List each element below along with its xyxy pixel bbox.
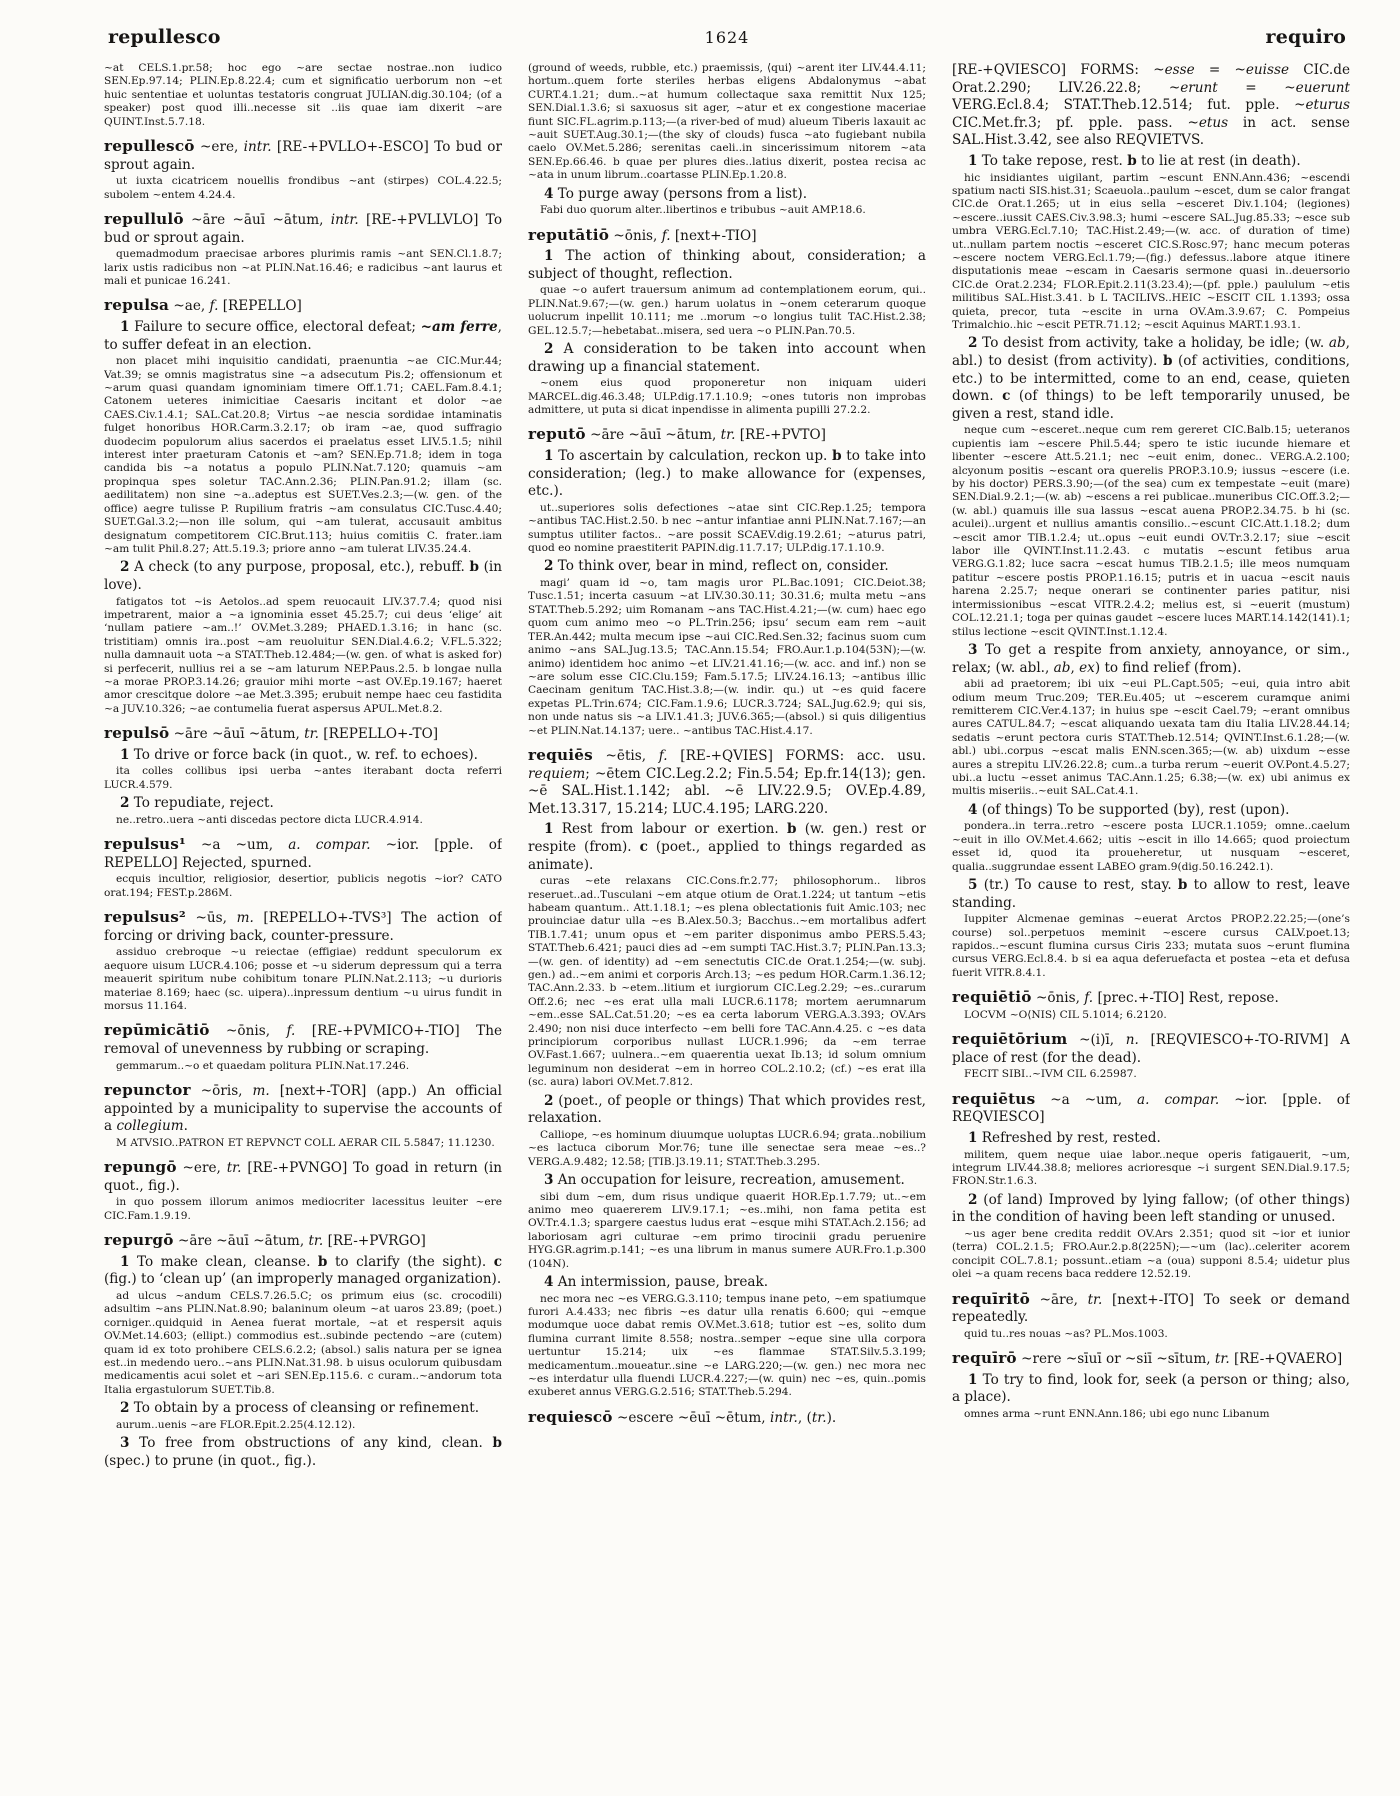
column-right [952, 62, 1350, 1734]
citation-paragraph: ecquis incultior, religiosior, desertior, publicis negotis ~ior? CATO orat.194; FEST.p.286M. [104, 873, 502, 899]
sense-paragraph: 2 A consideration to be taken into account when drawing up a financial statement. [528, 341, 926, 375]
citation-paragraph: abii ad praetorem; ibi uix ~eui PL.Capt.505; ~eui, quia intro abit odium meum Truc.209; TER.Eu.405; ut ~escerem curamque animi remitterem CIC.Ver.4.137; in huius spe ~escit Cael.79; ~erant omnibus aures CATUL.84.7; ~escat aliquando uexata tam diu Italia LIV.28.44.14; sedatis ~erunt pectora curis STAT.Theb.12.514; QVINT.Inst.6.1.28;—(w. abl.) ubi..corpus ~escat malis ENN.scen.365;—(w. ab) uixdum ~esse aures a strepitu LIV.26.22.8; cum..a turba rerum ~euerit OV.Pont.4.5.27; ubi..a luctu ~esset animus TAC.Ann.1.25; 6.38;—(w. ex) ubi animus ex multis miseriis..~euit SAL.Cat.4.1. [952, 678, 1350, 798]
citation-paragraph: fatigatos tot ~is Aetolos..ad spem reuocauit LIV.37.7.4; quod nisi impetrarent, maior a ~a ignominia esset 45.25.7; cui deus ‘elige’ ait ‘nullam patiere ~am..!’ OV.Met.3.289; PHAED.1.3.16; in hanc (sc. tristitiam) omnis ira..post ~am reuoluitur SEN.Dial.4.6.2; V.FL.5.322; nulla damnauit uota ~a STAT.Theb.12.484;—(w. gen. of what is asked for) si perfecerit, nullius rei a se ~am laturum NEP.Paus.2.5. b longae nulla ~a morae PROP.3.14.26; grauior mihi morte ~ast OV.Ep.19.167; haeret amor crescitque dolore ~ae Met.3.395; erubuit nempe haec ceu fastidita ~a JUV.10.326; ~ae contumelia fuerat aspersus APUL.Met.8.2. [104, 595, 502, 715]
sense-paragraph: 3 To get a respite from anxiety, annoyance, or sim., relax; (w. abl., ab, ex) to find relief (from). [952, 641, 1350, 676]
entry-headword-paragraph: requiētiō ~ōnis, f. [prec.+-TIO] Rest, repose. [952, 988, 1279, 1007]
sense-paragraph: 4 To purge away (persons from a list). [544, 185, 808, 202]
citation-paragraph: hic insidiantes uigilant, partim ~escunt ENN.Ann.436; ~escendi spatium nacti SIS.hist.31; Scaeuola..paulum ~escet, dum se calor frangat CIC.de Orat.1.265; ut in eius sella ~esceret Div.1.104; (legiones) ~escere..iussit CAES.Civ.3.98.3; humi ~escere SAL.Jug.85.33; ~esce sub umbra VERG.Ecl.7.10; TAC.Hist.2.49;—(w. acc. of duration of time) ut..nullam partem noctis ~esceret CIC.S.Rosc.97; hanc mecum poteras ~escere noctem VERG.Ecl.1.79;—(fig.) defessus..labore atque itinere disputationis meae ~escam in Caesaris sermone quasi in..deuersorio CIC.de Orat.2.234; FLOR.Epit.2.11(3.23.4);—(pf. pple.) paululum ~etis militibus SAL.Hist.3.41. b L TACILIVS..HEIC ~ESCIT CIL 1.1393; ossa quieta, precor, tuta ~escite in urna OV.Am.3.9.67; C. Pompeius Trimalchio..hic ~escit PETR.71.12; ~escit Aquinus MART.1.93.1. [952, 171, 1350, 332]
citation-paragraph: LOCVM ~O⟨NIS⟩ CIL 5.1014; 6.2120. [964, 1008, 1167, 1021]
citation-paragraph: militem, quem neque uiae labor..neque operis fatigauerit, ~um, integrum LIV.44.38.8; meliores acrioresque ~i surgent SEN.Dial.9.17.5; FRON.Str.1.6.3. [952, 1148, 1350, 1188]
citation-paragraph: ut iuxta cicatricem nouellis frondibus ~ant (stirpes) COL.4.22.5; subolem ~entem 4.24.4. [104, 175, 502, 201]
column-middle [528, 62, 926, 1734]
entry-headword-paragraph: requiētus ~a ~um, a. compar. ~ior. [pple. of REQVIESCO] [952, 1089, 1350, 1126]
citation-paragraph: omnes arma ~runt ENN.Ann.186; ubi ego nunc Libanum [964, 1407, 1270, 1420]
entry-headword-paragraph: repurgō ~āre ~āuī ~ātum, tr. [RE-+PVRGO] [104, 1231, 426, 1250]
sense-paragraph: 3 An occupation for leisure, recreation, amusement. [544, 1172, 905, 1188]
entry-headword-paragraph: reputō ~āre ~āuī ~ātum, tr. [RE-+PVTO] [528, 425, 826, 444]
citation-paragraph: FECIT SIBI..~IVM CIL 6.25987. [964, 1068, 1137, 1081]
sense-paragraph: 4 (of things) To be supported (by), rest (upon). [968, 801, 1290, 818]
entry-headword-paragraph: requiēs ~ētis, f. [RE-+QVIES] FORMS: acc. usu. requiem; ~ētem CIC.Leg.2.2; Fin.5.54; Ep.fr.14(13); gen. ~ē SAL.Hist.1.142; abl. ~ē LIV.22.9.5; OV.Ep.4.89, Met.13.317, 15.214; LUC.4.195; LARG.220. [528, 745, 926, 817]
sense-paragraph: 1 Failure to secure office, electoral defeat; ~am ferre, to suffer defeat in an election. [104, 319, 502, 353]
citation-paragraph: aurum..uenis ~are FLOR.Epit.2.25(4.12.12). [116, 1418, 356, 1431]
citation-paragraph: ad ulcus ~andum CELS.7.26.5.C; os primum eius (sc. crocodili) adsultim ~ans PLIN.Nat.8.90; balaninum oleum ~at uaros 23.89; (poet.) corniger..quidquid in Aenea fuerat mortale, ~at et respersit aquis OV.Met.14.603; (ellipt.) commodius est..subinde pectendo ~are (cutem) quam id ex toto prohibere CELS.6.2.2; (absol.) salis natura per se ignea est..in medendo uero..~ans PLIN.Nat.31.98. b uisus oculorum quibusdam medicamentis acui solet et ~ari SEN.Ep.115.6. c curam..~andorum tota Italia ergastulorum SUET.Tib.8. [104, 1289, 502, 1396]
entry-headword-paragraph: requiētōrium ~(i)ī, n. [REQVIESCO+-TO-RIVM] A place of rest (for the dead). [952, 1030, 1350, 1066]
citation-paragraph: neque cum ~esceret..neque cum rem gereret CIC.Balb.15; ueteranos cupientis iam ~escere Phil.5.44; spero te istic iucunde hiemare et libenter ~escere Att.5.21.1; nec ~euit enim, donec.. VERG.A.2.100; alcyonum positis ~escant ora querelis PROP.3.10.9; iussus ~escere (i.e. by his doctor) PERS.3.90;—(of the sea) cum ex tempestate ~euit (mare) SEN.Dial.9.2.1;—(w. ab) ~escens a rei publicae..muneribus CIC.Off.3.2;—(w. abl.) quamuis ille sua lassus ~escat auena PROP.2.34.75. b hi (sc. aculei)..urgent et nullius amantis consilio..~escunt CIC.Att.1.18.2; dum ~escit amor TIB.1.2.4; ut..opus ~euit eundi OV.Tr.3.2.17; siue ~escit labor ille QVINT.Inst.11.2.43. c mutatis ~escunt fetibus arua VERG.G.1.82; luce sacra ~escat humus TIB.2.1.5; ille meos numquam patitur ~escere postis PROP.1.16.15; putris et in uacua ~escit nauis harena 2.25.7; neque onerari se continenter paries patitur, nisi intermissionibus ~escat VITR.2.4.2; melius est, si ~euerit (mustum) COL.12.21.1; toga per quinas gaudet ~escere luces MART.14.142(141).1; stilus lectione ~escit QVINT.Inst.1.12.4. [952, 424, 1350, 638]
sense-paragraph: 2 (of land) Improved by lying fallow; (of other things) in the condition of having been left standing or unused. [952, 1191, 1350, 1226]
entry-headword-paragraph: repūmicātiō ~ōnis, f. [RE-+PVMICO+-TIO] The removal of unevenness by rubbing or scraping. [104, 1021, 502, 1057]
citation-paragraph: curas ~ete relaxans CIC.Cons.fr.2.77; philosophorum.. libros reseruet..ad..Tusculani ~em atque otium de Orat.1.224; ut tantum ~etis habeam quantum.. Att.1.18.1; ~es plena oblectationis fuit Amic.103; nec prouinciae datur ulla ~es B.Alex.50.3; Bacchus..~em mortalibus adfert TIB.1.7.41; unum opus et ~em pariter disponimus ambo PERS.5.43; STAT.Theb.6.421; pauci dies ad ~em sumpti TAC.Hist.3.7; PLIN.Pan.13.3;—(w. gen. of identity) ad ~em senectutis CIC.de Orat.1.254;—(w. subj. gen.) ad..~em animi et corporis Arch.13; ~es pedum HOR.Carm.1.36.12; TAC.Ann.2.33. b ~etem..litium et iurgiorum CIC.Leg.2.29; ~es..curarum Off.2.6; nec ~es erat ulla mali LUCR.6.1178; mortem aerumnarum ~em..esse SAL.Cat.51.20; ~es ea certa laborum VERG.A.3.393; OV.Ars 2.490; non nisi duce interfecto ~em belli fore TAC.Ann.4.25. c ~es data principiorum corporibus nullast LUCR.1.996; da ~em terrae OV.Fast.1.667; uulnera..~em quaerentia uexat Ib.13; id solum omnium leguminum non desiderat ~em in horreo COL.2.10.2; (cf.) ~es erat illa (sc. aura) labori OV.Met.7.812. [528, 875, 926, 1089]
citation-paragraph: Iuppiter Alcmenae geminas ~euerat Arctos PROP.2.22.25;—(one’s course) sol..perpetuos meminit ~escere cursus CALV.poet.13; rapidos..~escunt flumina cursus Ciris 233; mutata suos ~erunt flumina cursus VERG.Ecl.8.4. b si ea aqua deferuefacta et postea ~eta et defusa fuerit VITR.8.4.1. [952, 913, 1350, 979]
sense-paragraph: 2 To think over, bear in mind, reflect on, consider. [544, 558, 889, 575]
citation-paragraph: quid tu..res nouas ~as? PL.Mos.1003. [964, 1327, 1168, 1340]
running-head-left-word: repullesco [108, 26, 221, 48]
sense-paragraph: 3 To free from obstructions of any kind, clean. b (spec.) to prune (in quot., fig.). [104, 1435, 502, 1469]
citation-continuation-paragraph: (ground of weeds, rubble, etc.) praemissis, ⟨qui⟩ ~arent iter LIV.44.4.11; hortum..quem forte steriles herbas eligens Abdalonymus ~abat CURT.4.1.21; dum..~at humum collectaque saxa remittit Nux 125; SEN.Dial.1.3.6; si saxuosus sit ager, ~atur et ex congestione maceriae fiunt SIC.FL.agrim.p.113;—(a river-bed of mud) alueum Tiberis laxauit ac ~auit SUET.Aug.30.1;—(the sky of clouds) fusca ~ato fugiebant nubila caelo OV.Met.5.286; serenitas caeli..in sincerissimum nitorem ~ata SEN.Ep.66.46. b quae per plures dies..latius dixerit, postea recisa ac ~ata in unum librum..coartasse PLIN.Ep.1.20.8. [528, 62, 926, 182]
citation-paragraph: non placet mihi inquisitio candidati, praenuntia ~ae CIC.Mur.44; Vat.39; se omnis magistratus sine ~a adsecutum Pis.2; offensionum et ~arum quasi quandam ignominiam timere Off.1.71; CAEL.Fam.8.4.1; Catonem ueteres inimicitiae Caesaris incitant et dolor ~ae CAES.Civ.1.4.1; SAL.Cat.20.8; Virtus ~ae nescia sordidae intaminatis fulget honoribus HOR.Carm.3.2.17; ob iram ~ae, quod suffragio duodecim populorum alius sacerdos ei praelatus esset LIV.5.1.5; nihil interest inter praeturam Catonis et ~am? SEN.Ep.71.8; idem in toga candida bis ~a notatus a populo PLIN.Nat.7.120; quamuis ~am propinqua spes soletur TAC.Ann.2.36; PLIN.Pan.91.2; illam (sc. aedilitatem) non sine ~a..adeptus est SUET.Ves.2.3;—(w. gen. of the office) aegre tulisse P. Rupilium fratris ~am consulatus CIC.Tusc.4.40; SUET.Gal.3.2;—non ille solum, qui ~am tulerat, accusauit ambitus designatum competitorem CIC.Brut.113; huius comitiis C. frater..iam ~am tulit Phil.8.27; Att.5.19.3; priore anno ~am tulerat LIV.35.24.4. [104, 355, 502, 555]
entry-headword-paragraph: repulsus² ~ūs, m. [REPELLO+-TVS³] The action of forcing or driving back, counter-pressure. [104, 908, 502, 944]
citation-paragraph: ne..retro..uera ~anti discedas pectore dicta LUCR.4.914. [116, 813, 423, 826]
entry-continuation-paragraph: [RE-+QVIESCO] FORMS: ~esse = ~euisse CIC.de Orat.2.290; LIV.26.22.8; ~erunt = ~euerunt VERG.Ecl.8.4; STAT.Theb.12.514; fut. pple. ~eturus CIC.Met.fr.3; pf. pple. pass. ~etus in act. sense SAL.Hist.3.42, see also REQVIETVS. [952, 62, 1350, 149]
citation-paragraph: gemmarum..~o et quaedam politura PLIN.Nat.17.246. [116, 1059, 410, 1072]
entry-headword-paragraph: requiescō ~escere ~ēuī ~ētum, intr., (tr.). [528, 1407, 837, 1426]
entry-headword-paragraph: repulsō ~āre ~āuī ~ātum, tr. [REPELLO+-TO] [104, 724, 439, 743]
citation-paragraph: in quo possem illorum animos mediocriter lacessitus leuiter ~ere CIC.Fam.1.9.19. [104, 1196, 502, 1222]
citation-paragraph: nec mora nec ~es VERG.G.3.110; tempus inane peto, ~em spatiumque furori A.4.433; nec fibris ~es datur ulla renatis 6.600; qui ~emque modumque uoce dabat remis OV.Met.3.618; tutior est ~es, solito dum flumina currant limite 8.558; nostra..semper ~eque sine ulla corpora uertuntur 15.214; uix ~es flammae STAT.Silv.5.3.199; medicamentum..moueatur..sine ~e LARG.220;—(w. gen.) nec mora nec ~es interdatur ulla fluendi LUCR.4.227;—(w. quin) nec ~es, quin..pomis exuberet annus VERG.G.2.516; STAT.Theb.5.294. [528, 1292, 926, 1399]
sense-paragraph: 4 An intermission, pause, break. [544, 1274, 769, 1291]
running-head [108, 26, 1346, 48]
entry-headword-paragraph: requīrō ~rere ~sīuī or ~siī ~sītum, tr. [RE-+QVAERO] [952, 1349, 1343, 1368]
citation-paragraph: M ATVSIO..PATRON ET REPVNCT COLL AERAR CIL 5.5847; 11.1230. [116, 1136, 495, 1149]
entry-headword-paragraph: repullescō ~ere, intr. [RE-+PVLLO+-ESCO] To bud or sprout again. [104, 137, 502, 173]
citation-continuation-paragraph: ~at CELS.1.pr.58; hoc ego ~are sectae nostrae..non iudico SEN.Ep.97.14; PLIN.Ep.8.22.4; cum et significatio uerborum non ~et huic sententiae et uoluntas testatoris congruat JULIAN.dig.30.104; (of a speaker) post quod illi..necesse sit ..iis quae iam dixerit ~are QUINT.Inst.5.7.18. [104, 62, 502, 128]
citation-paragraph: ut..superiores solis defectiones ~atae sint CIC.Rep.1.25; tempora ~antibus TAC.Hist.2.50. b nec ~antur infantiae anni PLIN.Nat.7.167;—an sumptus utiliter factos.. ~are possit SCAEV.dig.19.2.61; ~aturus patri, quod eo nomine praestiterit PAPIN.dig.11.7.17; ULP.dig.17.1.10.9. [528, 501, 926, 555]
sense-paragraph: 1 Refreshed by rest, rested. [968, 1129, 1161, 1146]
page-number: 1624 [704, 28, 750, 47]
citation-paragraph: Fabi duo quorum alter..libertinos e tribubus ~auit AMP.18.6. [540, 204, 866, 217]
citation-paragraph: assiduo crebroque ~u reiectae (effigiae) reddunt speculorum ex aequore uisum LUCR.4.106; posse et ~u siderum depressum qui a terra meauerit spiritum nube cohibitum tonare PLIN.Nat.2.113; ~u durioris materiae 8.169; haec (sc. uipera)..inpressum dentium ~u uirus fundit in morsus 11.164. [104, 946, 502, 1012]
sense-paragraph: 1 The action of thinking about, consideration; a subject of thought, reflection. [528, 248, 926, 282]
sense-paragraph: 1 To try to find, look for, seek (a person or thing; also, a place). [952, 1371, 1350, 1406]
sense-paragraph: 2 (poet., of people or things) That which provides rest, relaxation. [528, 1092, 926, 1127]
sense-paragraph: 1 To ascertain by calculation, reckon up. b to take into consideration; (leg.) to make allowance for (expenses, etc.). [528, 448, 926, 500]
entry-headword-paragraph: requīritō ~āre, tr. [next+-ITO] To seek or demand repeatedly. [952, 1289, 1350, 1326]
citation-paragraph: quae ~o aufert trauersum animum ad contemplationem eorum, qui.. PLIN.Nat.9.67;—(w. gen.) harum uolatus in ~onem ceterarum quoque uolucrum inpellit 10.111; me ..morum ~o longius tulit TAC.Hist.2.38; GEL.12.5.7;—hebetabat..misera, sed uera ~o PLIN.Pan.70.5. [528, 284, 926, 337]
sense-paragraph: 5 (tr.) To cause to rest, stay. b to allow to rest, leave standing. [952, 876, 1350, 911]
citation-paragraph: Calliope, ~es hominum diuumque uoluptas LUCR.6.94; grata..nobilium ~es lactuca ciborum Mor.76; tune ille senectae sera meae ~es..? VERG.A.9.482; 12.58; [TIB.]3.19.11; STAT.Theb.3.295. [528, 1128, 926, 1168]
entry-headword-paragraph: repungō ~ere, tr. [RE-+PVNGO] To goad in return (in quot., fig.). [104, 1158, 502, 1194]
citation-paragraph: magi’ quam id ~o, tam magis uror PL.Bac.1091; CIC.Deiot.38; Tusc.1.51; incerta casuum ~at LIV.30.30.11; 30.31.6; multa metu ~ans STAT.Theb.5.292; uim Romanam ~ans TAC.Hist.4.21;—(w. cum) haec ego quom cum animo meo ~o PL.Trin.256; ipsu’ secum eam rem ~auit TER.An.442; multa mecum ipse ~aui CIC.Red.Sen.32; facinus suom cum animo ~ans SAL.Jug.13.5; TAC.Ann.15.54; FRO.Aur.1.p.104(53N);—(w. animo) identidem hoc animo ~et LIV.21.41.16;—(w. acc. and inf.) non se ~are solum esse CIC.Clu.159; Fam.5.17.5; LIV.24.16.13; ~antibus illic Caecinam genitum TAC.Hist.3.8;—(w. indir. qu.) ut ~es quid facere expetas PL.Trin.674; CIC.Fam.1.9.6; LUCR.3.724; SAL.Jug.62.9; qui sis, non unde natus sis ~a LIV.1.41.3; JUV.6.365;—(absol.) si quis diligentius ~et PLIN.Nat.14.137; uere.. ~antibus TAC.Hist.4.17. [528, 577, 926, 737]
entry-headword-paragraph: repunctor ~ōris, m. [next+-TOR] (app.) An official appointed by a municipality to supervise the accounts of a collegium. [104, 1080, 502, 1135]
sense-paragraph: 2 To obtain by a process of cleansing or refinement. [120, 1400, 480, 1417]
sense-paragraph: 2 To repudiate, reject. [120, 795, 274, 812]
sense-paragraph: 2 A check (to any purpose, proposal, etc.), rebuff. b (in love). [104, 559, 502, 593]
sense-paragraph: 1 To drive or force back (in quot., w. ref. to echoes). [120, 746, 478, 763]
entry-headword-paragraph: reputātiō ~ōnis, f. [next+-TIO] [528, 225, 757, 244]
column-left [104, 62, 502, 1734]
sense-paragraph: 1 To make clean, cleanse. b to clarify (the sight). c (fig.) to ‘clean up’ (an improperly managed organization). [104, 1253, 502, 1288]
column-container [104, 62, 1350, 1734]
running-head-right-word: requiro [1265, 26, 1347, 48]
citation-paragraph: ~onem eius quod proponeretur non iniquam uideri MARCEL.dig.46.3.48; ULP.dig.17.1.10.9; ~ones tutoris non improbas admittere, ut puta si dicat inpendisse in alimenta pupilli 27.2.2. [528, 377, 926, 417]
entry-headword-paragraph: repullulō ~āre ~āuī ~ātum, intr. [RE-+PVLLVLO] To bud or sprout again. [104, 210, 502, 246]
citation-paragraph: sibi dum ~em, dum risus undique quaerit HOR.Ep.1.7.79; ut..~em animo meo quaererem LIV.9.17.1; ~es..mihi, non fama petita est OV.Tr.4.1.3; spargere caestus ludus erat ~esque mihi STAT.Ach.2.156; ad laboriosam agri culturae ~em primo tirocinii gradu peruenire HYG.GR.agrim.p.141; ~es una librum in manus sumere AUR.Fro.1.p.300 (104N). [528, 1190, 926, 1270]
entry-headword-paragraph: repulsa ~ae, f. [REPELLO] [104, 296, 302, 315]
citation-paragraph: ~us ager bene credita reddit OV.Ars 2.351; quod sit ~ior et iunior (terra) COL.2.1.5; FRO.Aur.2.p.8(225N);—~um (lac)..celeriter acorem concipit COL.7.8.1; possunt..etiam ~a (oua) supponi 8.5.4; uidetur plus olei ~a quam recens baca reddere 12.52.19. [952, 1227, 1350, 1281]
citation-paragraph: pondera..in terra..retro ~escere posta LUCR.1.1059; omne..caelum ~euit in illo OV.Met.4.662; uitis ~escit in illo 14.665; quod proiectum esset id, quod ita proueheretur, ut nusquam ~esceret, qualia..suggrundae essent LABEO gram.9(dig.50.16.242.1). [952, 820, 1350, 873]
entry-headword-paragraph: repulsus¹ ~a ~um, a. compar. ~ior. [pple. of REPELLO] Rejected, spurned. [104, 835, 502, 871]
sense-paragraph: 1 Rest from labour or exertion. b (w. gen.) rest or respite (from). c (poet., applied to things regarded as animate). [528, 821, 926, 873]
citation-paragraph: quemadmodum praecisae arbores plurimis ramis ~ant SEN.Cl.1.8.7; larix ustis radicibus non ~at PLIN.Nat.16.46; e radicibus ~ant laurus et mali et punicae 16.241. [104, 248, 502, 288]
sense-paragraph: 1 To take repose, rest. b to lie at rest (in death). [968, 152, 1301, 169]
citation-paragraph: ita colles collibus ipsi uerba ~antes iterabant docta referri LUCR.4.579. [104, 765, 502, 791]
sense-paragraph: 2 To desist from activity, take a holiday, be idle; (w. ab, abl.) to desist (from activity). b (of activities, conditions, etc.) to be intermitted, come to an end, cease, quieten down. c (of things) to be left temporarily unused, be given a rest, stand idle. [952, 335, 1350, 422]
